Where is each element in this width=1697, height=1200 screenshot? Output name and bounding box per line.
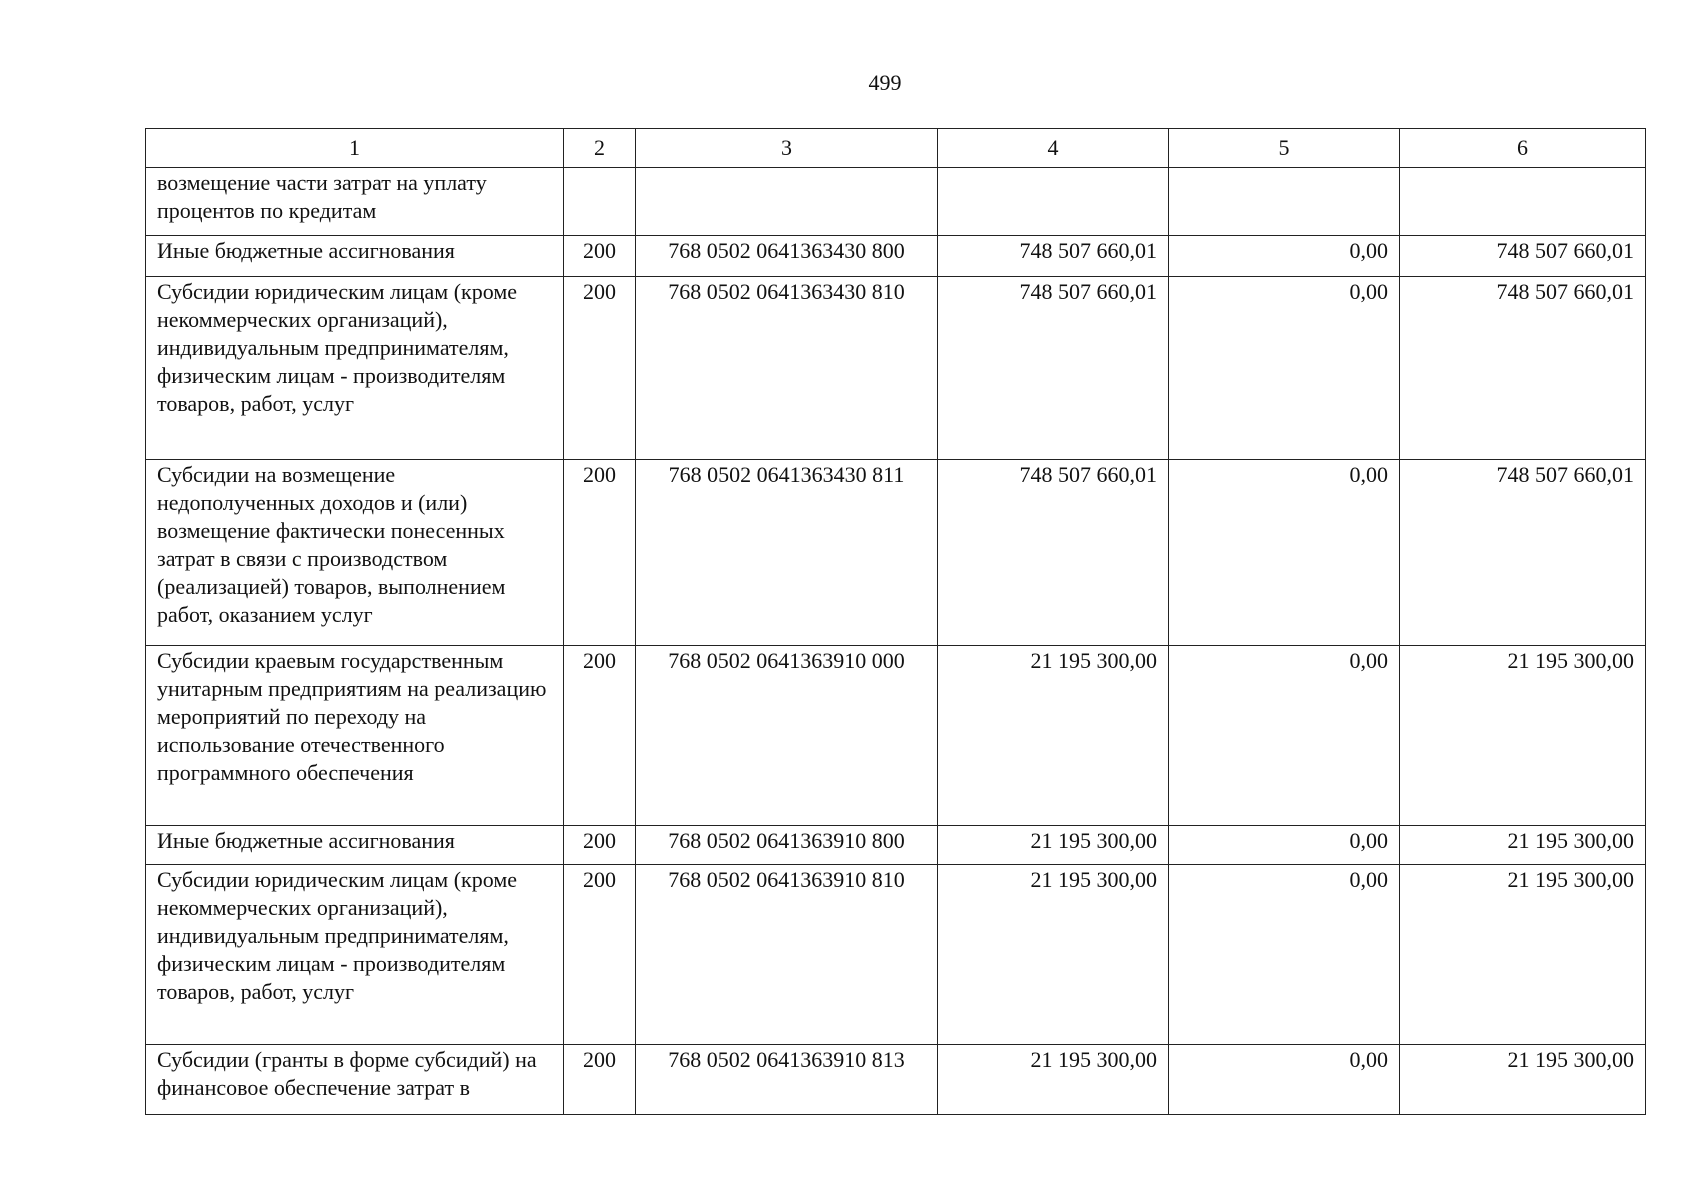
column-header: 3 (636, 129, 938, 168)
row-value-6 (1400, 168, 1646, 236)
row-value-4: 748 507 660,01 (938, 460, 1169, 646)
table-header-row (146, 129, 1646, 168)
row-kbk (636, 168, 938, 236)
row-value-4: 21 195 300,00 (938, 646, 1169, 826)
row-value-4: 21 195 300,00 (938, 826, 1169, 865)
row-code: 200 (564, 460, 636, 646)
row-name: Иные бюджетные ассигнования (146, 236, 564, 277)
row-name: Иные бюджетные ассигнования (146, 826, 564, 865)
column-header: 6 (1400, 129, 1646, 168)
table-row (146, 277, 1646, 460)
table-row (146, 1045, 1646, 1115)
row-value-6: 21 195 300,00 (1400, 865, 1646, 1045)
row-value-5: 0,00 (1169, 277, 1400, 460)
row-name: возмещение части затрат на уплату процентов по кредитам (146, 168, 564, 236)
row-value-5: 0,00 (1169, 826, 1400, 865)
row-value-5: 0,00 (1169, 1045, 1400, 1115)
row-value-6: 748 507 660,01 (1400, 460, 1646, 646)
row-value-5: 0,00 (1169, 865, 1400, 1045)
table-row (146, 865, 1646, 1045)
row-value-6: 748 507 660,01 (1400, 236, 1646, 277)
column-header: 5 (1169, 129, 1400, 168)
table-row (146, 646, 1646, 826)
table-row (146, 168, 1646, 236)
table-row (146, 460, 1646, 646)
row-code: 200 (564, 236, 636, 277)
row-code: 200 (564, 1045, 636, 1115)
column-header: 4 (938, 129, 1169, 168)
row-value-5: 0,00 (1169, 646, 1400, 826)
column-header: 2 (564, 129, 636, 168)
row-code: 200 (564, 646, 636, 826)
row-value-5 (1169, 168, 1400, 236)
table-row (146, 236, 1646, 277)
row-value-4: 748 507 660,01 (938, 236, 1169, 277)
row-value-6: 21 195 300,00 (1400, 646, 1646, 826)
row-kbk: 768 0502 0641363910 800 (636, 826, 938, 865)
row-name: Субсидии юридическим лицам (кроме некоммерческих организаций), индивидуальным предпринимателям, физическим лицам - производителям товаров, работ, услуг (146, 865, 564, 1045)
row-code: 200 (564, 277, 636, 460)
row-value-5: 0,00 (1169, 236, 1400, 277)
row-kbk: 768 0502 0641363430 800 (636, 236, 938, 277)
row-kbk: 768 0502 0641363430 810 (636, 277, 938, 460)
row-name: Субсидии краевым государственным унитарным предприятиям на реализацию мероприятий по переходу на использование отечественного программного обеспечения (146, 646, 564, 826)
row-value-4 (938, 168, 1169, 236)
row-name: Субсидии юридическим лицам (кроме некоммерческих организаций), индивидуальным предпринимателям, физическим лицам - производителям товаров, работ, услуг (146, 277, 564, 460)
table-row (146, 826, 1646, 865)
row-value-5: 0,00 (1169, 460, 1400, 646)
row-value-6: 748 507 660,01 (1400, 277, 1646, 460)
row-value-4: 748 507 660,01 (938, 277, 1169, 460)
row-value-6: 21 195 300,00 (1400, 826, 1646, 865)
row-name: Субсидии (гранты в форме субсидий) на финансовое обеспечение затрат в (146, 1045, 564, 1115)
row-name: Субсидии на возмещение недополученных доходов и (или) возмещение фактически понесенных затрат в связи с производством (реализацией) товаров, выполнением работ, оказанием услуг (146, 460, 564, 646)
row-kbk: 768 0502 0641363910 810 (636, 865, 938, 1045)
row-value-4: 21 195 300,00 (938, 1045, 1169, 1115)
row-value-4: 21 195 300,00 (938, 865, 1169, 1045)
row-value-6: 21 195 300,00 (1400, 1045, 1646, 1115)
row-code (564, 168, 636, 236)
row-kbk: 768 0502 0641363910 813 (636, 1045, 938, 1115)
column-header: 1 (146, 129, 564, 168)
budget-table (145, 128, 1646, 1115)
page-number: 499 (868, 70, 902, 95)
row-kbk: 768 0502 0641363430 811 (636, 460, 938, 646)
row-code: 200 (564, 865, 636, 1045)
row-kbk: 768 0502 0641363910 000 (636, 646, 938, 826)
row-code: 200 (564, 826, 636, 865)
